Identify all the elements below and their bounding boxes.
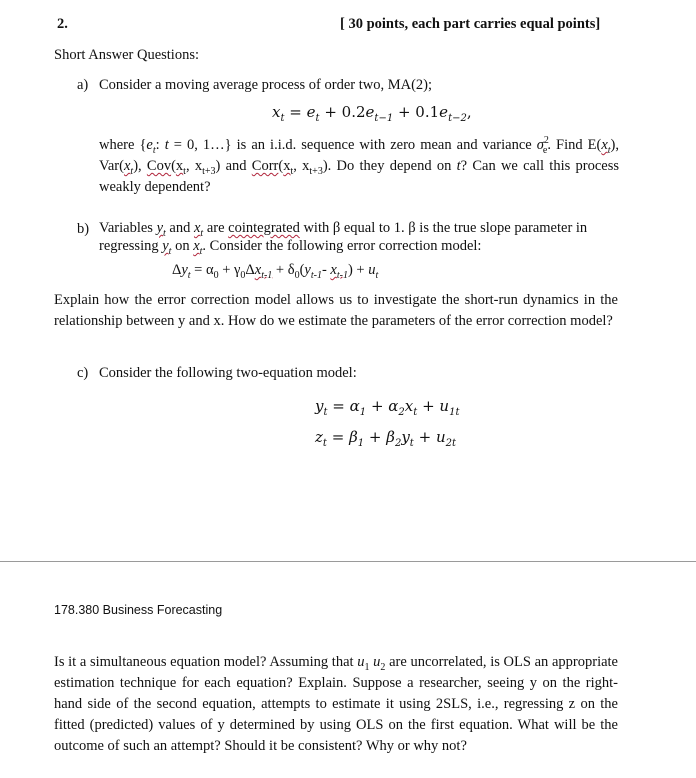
part-a-equation: $x_t = e_t + 0.2e_{t-1} + 0.1e_{t-2}$, [272, 103, 472, 124]
part-b-intro: Variables $y_t$ and $x_t$ are cointegrated with β equal to 1. β is the true slope parameter in regressing $y_t$ on $x_t$. Consider the following error correction model: [99, 220, 588, 257]
part-a-body: where {$e_t$: t = 0, 1…} is an i.i.d. sequence with zero mean and variance $\sigma^2_e$. Find $E(x_t)$, $Var(x_t)$, $Cov(x_t$, $x_{t+3}$) and $Corr(x_t$, $x_{t+3}$). Do they depend on t? Can we call this process weakly dependent? [99, 135, 620, 195]
points-note: [ 30 points, each part carries equal points] [340, 16, 601, 32]
part-b-explain: Explain how the error correction model allows us to investigate the short-run dynamics in the relationship between y and x. How do we estimate the parameters of the error correction model? [54, 292, 618, 329]
question-number: 2. [57, 16, 68, 32]
part-c-equation-2: $z_t = \beta_1 + \beta_2y_t + u_{2t}$ [315, 428, 457, 449]
part-a-label: a) [77, 77, 89, 93]
page-divider [0, 561, 696, 562]
part-c-intro: Consider the following two-equation model: [99, 365, 357, 381]
part-b-label: b) [77, 221, 90, 237]
part-c-equation-1: $y_t = \alpha_1 + \alpha_2x_t + u_{1t}$ [315, 397, 460, 418]
part-a-intro: Consider a moving average process of order two, MA(2); [99, 77, 433, 93]
section-intro: Short Answer Questions: [54, 47, 199, 63]
part-c-label: c) [77, 365, 89, 381]
part-b-equation: $\Delta y_t = \alpha_0 + \gamma_0\Delta x_{t-1} + \delta_0(y_{t-1}-$ $x_{t-1}) + u_t$ [172, 262, 379, 281]
course-footer: 178.380 Business Forecasting [54, 603, 223, 617]
part-c-continuation: Is it a simultaneous equation model? Assuming that $u_1$ $u_2$ are uncorrelated, is OLS an appropriate estimation technique for each equation? Explain. Suppose a researcher, seeing y on the right-hand side of the second equation, attempts to estimate it using 2SLS, i.e., regressing z on the fitted (predicted) values of y determined by using OLS on the first equation. What will be the outcome of such an attempt? Should it be consistent? Why or why not? [54, 654, 618, 754]
